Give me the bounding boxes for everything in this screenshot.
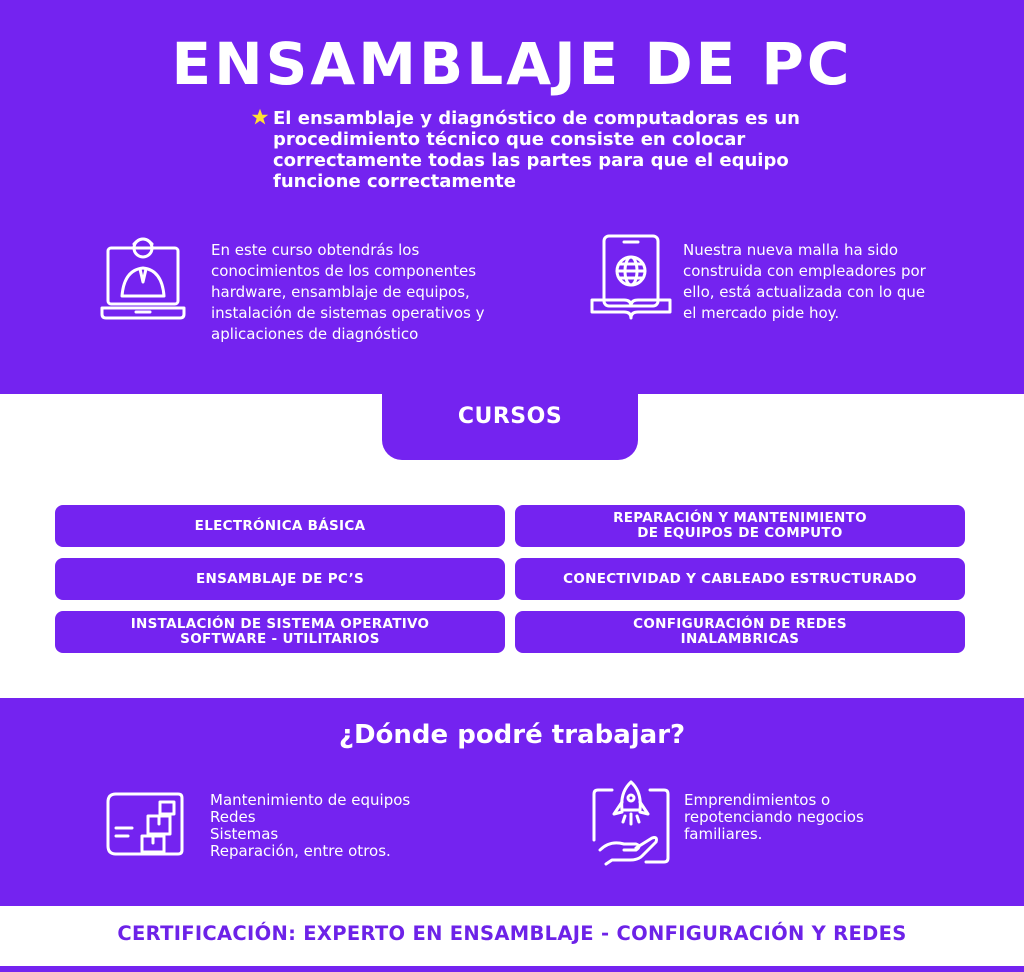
list-item: Reparación, entre otros. [210, 842, 391, 860]
certification-title: CERTIFICACIÓN: EXPERTO EN ENSAMBLAJE - CONFIGURACIÓN Y REDES [117, 922, 907, 945]
delivery-boxes-icon [104, 790, 184, 858]
rocket-hand-icon [590, 780, 672, 868]
jobs-heading: ¿Dónde podré trabajar? [338, 720, 686, 750]
course-reparacion: REPARACIÓN Y MANTENIMIENTO DE EQUIPOS DE COMPUTO [515, 505, 965, 547]
course-ensamblaje: ENSAMBLAJE DE PC’S [55, 558, 505, 600]
courses-heading-tab [382, 380, 638, 460]
list-item: Mantenimiento de equipos [210, 791, 411, 809]
page-title: ENSAMBLAJE DE PC [171, 30, 853, 98]
jobs-right-list [684, 792, 924, 843]
list-item: Redes [210, 808, 256, 826]
feature-text-malla: Nuestra nueva malla ha sido construida con empleadores por ello, está actualizada con lo que el mercado pide hoy. [683, 241, 926, 322]
course-conectividad: CONECTIVIDAD Y CABLEADO ESTRUCTURADO [515, 558, 965, 600]
list-item: repotenciando negocios [684, 808, 864, 826]
bottom-divider [0, 966, 1024, 972]
course-redes: CONFIGURACIÓN DE REDES INALAMBRICAS [515, 611, 965, 653]
star-icon [251, 108, 269, 126]
jobs-left-list [210, 792, 510, 860]
teacher-laptop-icon [100, 234, 186, 322]
course-electronica: ELECTRÓNICA BÁSICA [55, 505, 505, 547]
list-item: familiares. [684, 825, 763, 843]
list-item: Sistemas [210, 825, 279, 843]
phone-globe-book-icon [588, 234, 674, 322]
feature-text-course: En este curso obtendrás los conocimientos de los componentes hardware, ensamblaje de equipos, instalación de sistemas operativos y aplicaciones de diagnóstico [211, 241, 485, 343]
course-instalacion: INSTALACIÓN DE SISTEMA OPERATIVO SOFTWARE - UTILITARIOS [55, 611, 505, 653]
courses-heading: CURSOS [457, 404, 563, 429]
list-item: Emprendimientos o [684, 791, 831, 809]
intro-text: El ensamblaje y diagnóstico de computadoras es un procedimiento técnico que consiste en colocar correctamente todas las partes para que el equipo funcione correctamente [273, 108, 800, 192]
